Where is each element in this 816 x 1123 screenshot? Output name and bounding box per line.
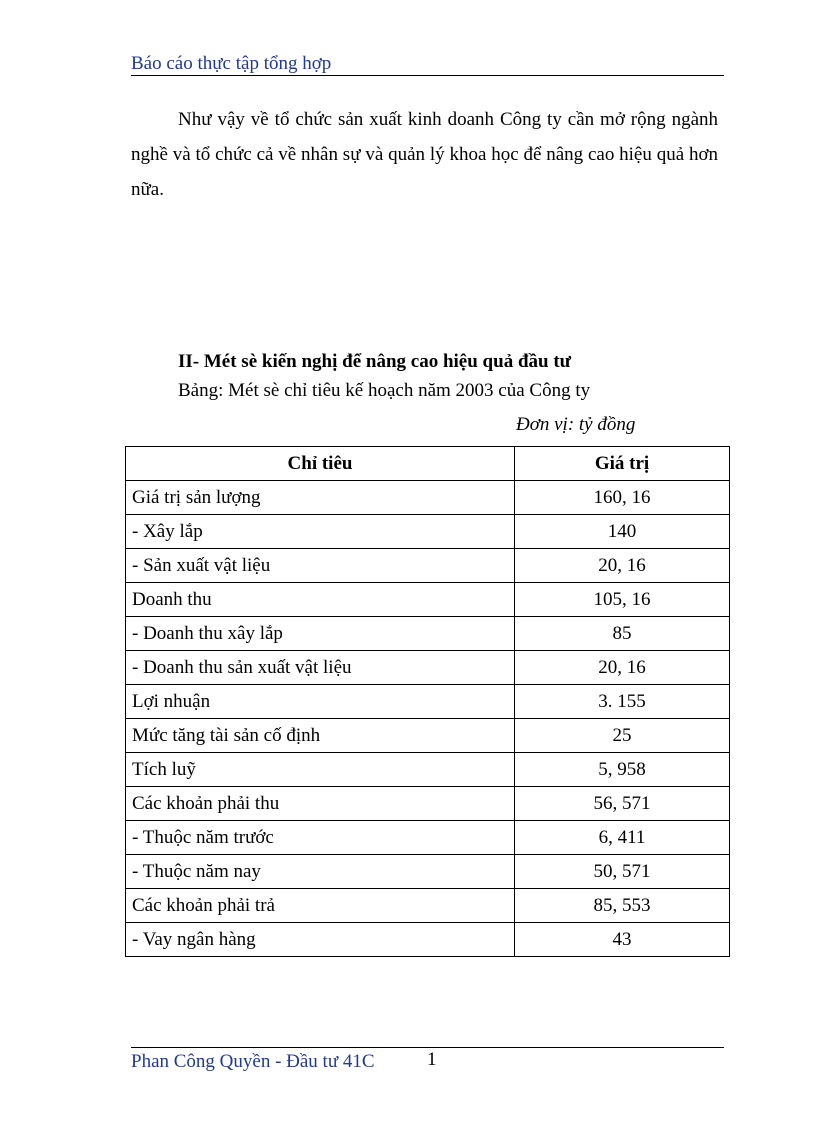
row-value: 43 bbox=[515, 923, 730, 957]
table-row bbox=[126, 481, 730, 515]
footer-author: Phan Công Quyền - Đầu tư 41C bbox=[131, 1051, 375, 1072]
body-paragraph: Như vậy về tổ chức sản xuất kinh doanh Công ty cần mở rộng ngành nghề và tổ chức cả về nhân sự và quản lý khoa học để nâng cao hiệu quả hơn nữa. bbox=[131, 109, 718, 200]
row-value: 140 bbox=[515, 515, 730, 549]
row-indicator: Lợi nhuận bbox=[126, 685, 515, 719]
row-value: 105, 16 bbox=[515, 583, 730, 617]
row-indicator: - Sản xuất vật liệu bbox=[126, 549, 515, 583]
column-header-value: Giá trị bbox=[515, 447, 730, 481]
row-indicator: Doanh thu bbox=[126, 583, 515, 617]
table-row bbox=[126, 787, 730, 821]
table-caption: Bảng: Mét sè chỉ tiêu kế hoạch năm 2003 của Công ty bbox=[178, 380, 591, 401]
row-indicator: Các khoản phải trả bbox=[126, 889, 515, 923]
table-row bbox=[126, 821, 730, 855]
section-heading: II- Mét sè kiến nghị để nâng cao hiệu quả đầu tư bbox=[178, 351, 572, 372]
row-indicator: - Thuộc năm trước bbox=[126, 821, 515, 855]
row-value: 6, 411 bbox=[515, 821, 730, 855]
table-row bbox=[126, 617, 730, 651]
table-row bbox=[126, 753, 730, 787]
row-value: 85, 553 bbox=[515, 889, 730, 923]
table-row bbox=[126, 515, 730, 549]
row-value: 3. 155 bbox=[515, 685, 730, 719]
row-indicator: - Xây lắp bbox=[126, 515, 515, 549]
page-header-title: Báo cáo thực tập tổng hợp bbox=[131, 53, 332, 74]
row-indicator: - Thuộc năm nay bbox=[126, 855, 515, 889]
column-header-indicator: Chỉ tiêu bbox=[126, 447, 515, 481]
row-indicator: Các khoản phải thu bbox=[126, 787, 515, 821]
row-indicator: - Doanh thu xây lắp bbox=[126, 617, 515, 651]
page-number: 1 bbox=[427, 1049, 437, 1070]
table-row bbox=[126, 889, 730, 923]
row-value: 20, 16 bbox=[515, 651, 730, 685]
table-header-row bbox=[126, 447, 730, 481]
row-indicator: Mức tăng tài sản cố định bbox=[126, 719, 515, 753]
row-value: 56, 571 bbox=[515, 787, 730, 821]
row-value: 160, 16 bbox=[515, 481, 730, 515]
table-row bbox=[126, 685, 730, 719]
header-divider bbox=[131, 75, 724, 76]
table-row bbox=[126, 855, 730, 889]
row-value: 85 bbox=[515, 617, 730, 651]
row-indicator: - Vay ngân hàng bbox=[126, 923, 515, 957]
table-row bbox=[126, 583, 730, 617]
row-indicator: Tích luỹ bbox=[126, 753, 515, 787]
row-value: 50, 571 bbox=[515, 855, 730, 889]
indicator-table bbox=[125, 446, 730, 957]
row-value: 20, 16 bbox=[515, 549, 730, 583]
table-row bbox=[126, 651, 730, 685]
row-value: 25 bbox=[515, 719, 730, 753]
row-indicator: - Doanh thu sản xuất vật liệu bbox=[126, 651, 515, 685]
table-row bbox=[126, 923, 730, 957]
unit-note: Đơn vị: tỷ đồng bbox=[516, 414, 636, 435]
row-value: 5, 958 bbox=[515, 753, 730, 787]
table-row bbox=[126, 549, 730, 583]
table-row bbox=[126, 719, 730, 753]
row-indicator: Giá trị sản lượng bbox=[126, 481, 515, 515]
